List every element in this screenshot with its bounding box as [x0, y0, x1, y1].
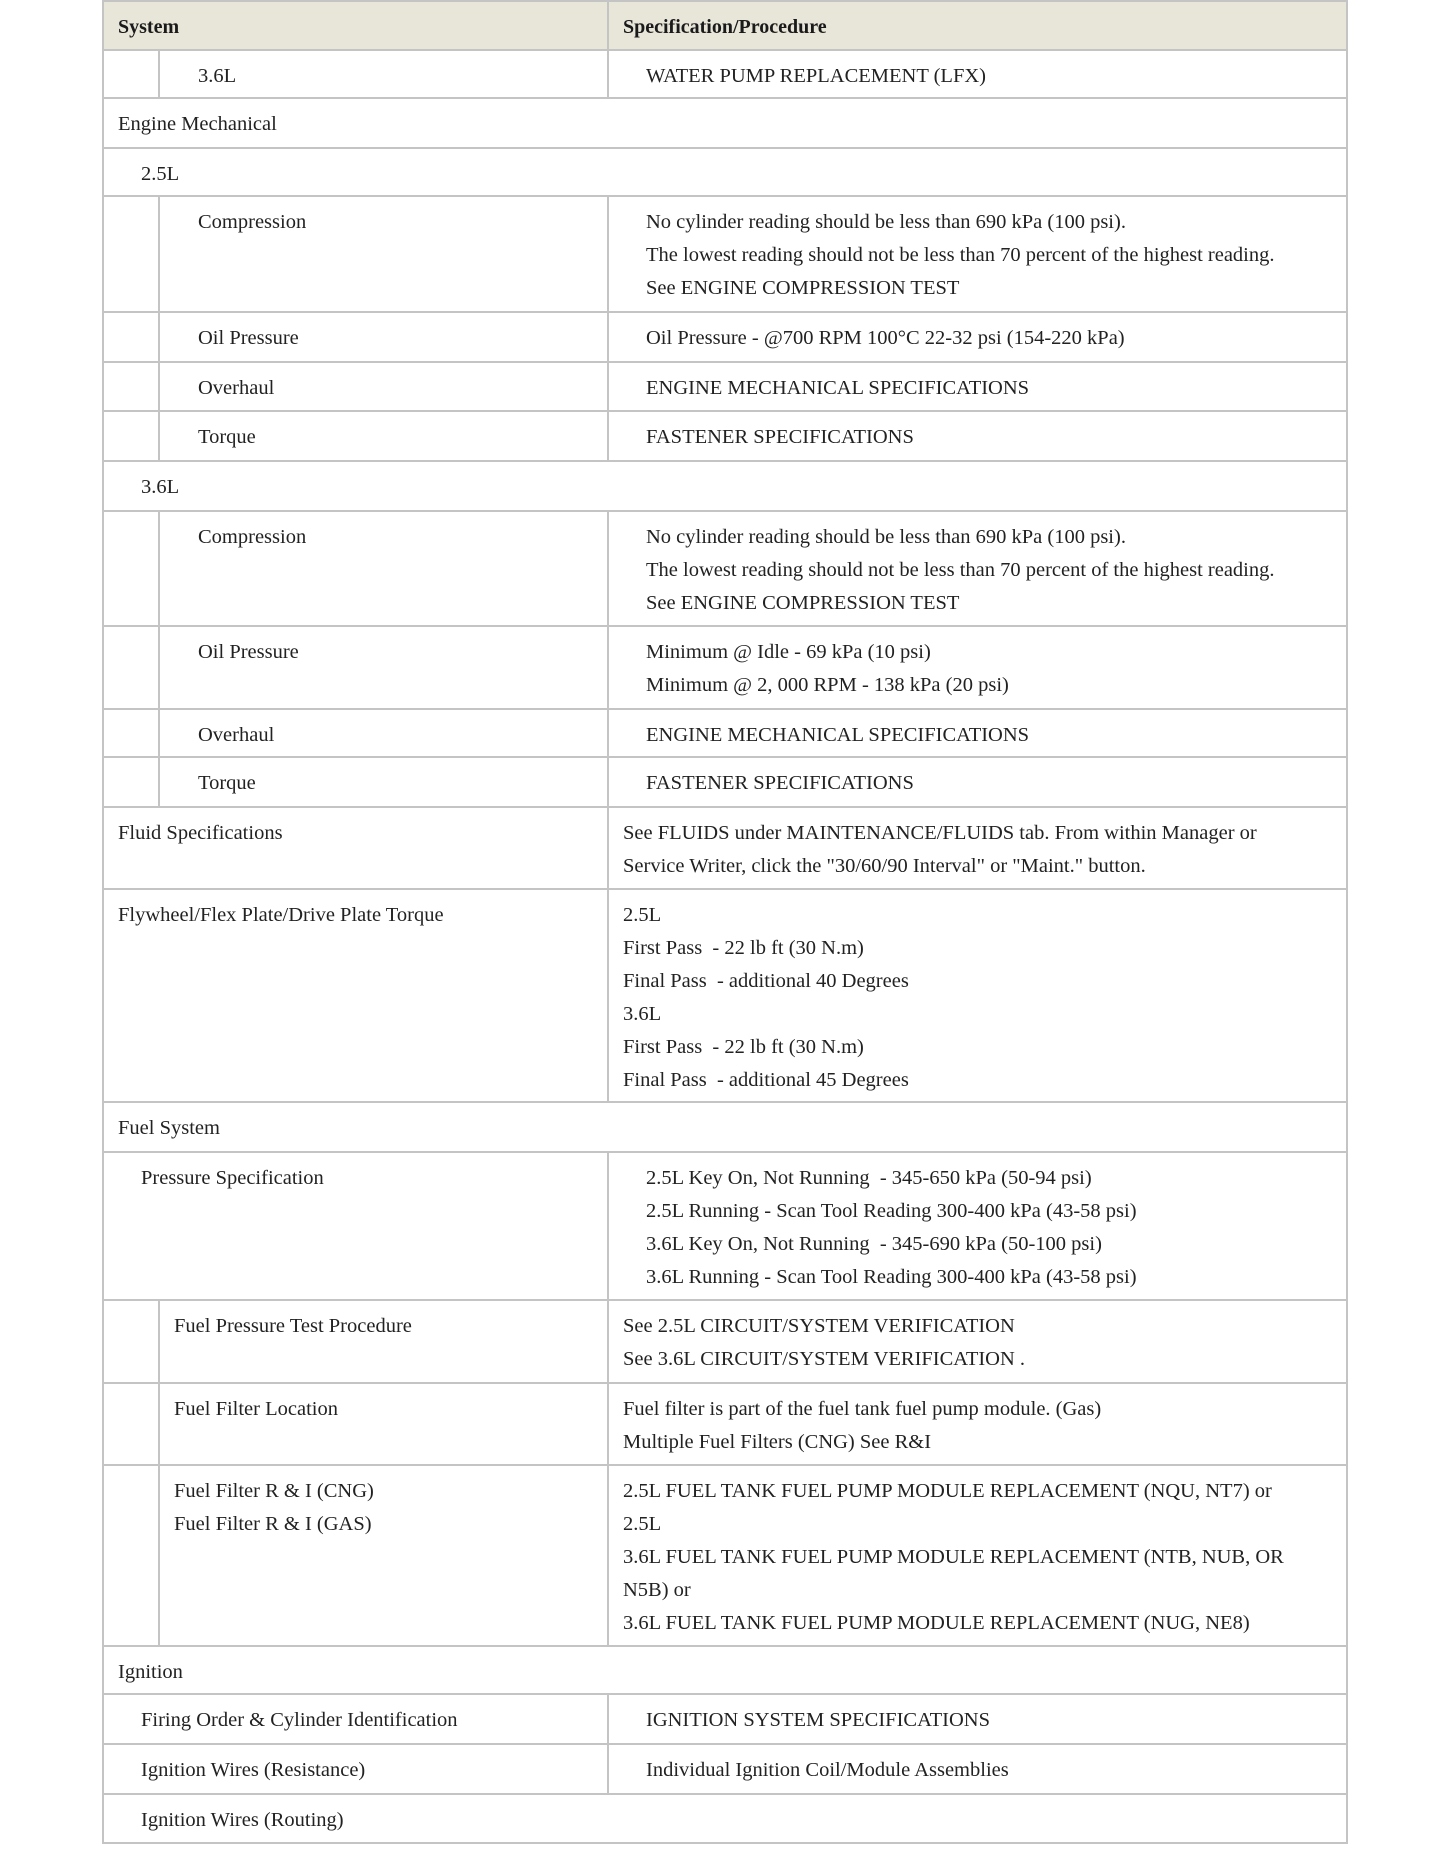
- row-system: Torque: [198, 772, 256, 794]
- row-spec: No cylinder reading should be less than 690 kPa (100 psi). The lowest reading should not be less than 70 percent of the highest reading. See ENGINE COMPRESSION TEST: [646, 526, 1275, 614]
- subsection-3-6l: 3.6L: [141, 476, 180, 498]
- table-row: [102, 1153, 1348, 1301]
- section-fuel-system: Fuel System: [118, 1117, 220, 1139]
- table-row: [102, 51, 1348, 99]
- row-spec: 2.5L Key On, Not Running - 345-650 kPa (50-94 psi) 2.5L Running - Scan Tool Reading 300-400 kPa (43-58 psi) 3.6L Key On, Not Running - 345-690 kPa (50-100 psi) 3.6L Running - Scan Tool Reading 300-400 kPa (43-58 psi): [646, 1167, 1137, 1288]
- row-system: Ignition Wires (Resistance): [141, 1759, 366, 1781]
- row-spec: FASTENER SPECIFICATIONS: [646, 772, 914, 794]
- section-row: [102, 1795, 1348, 1844]
- row-system: Overhaul: [198, 724, 275, 746]
- row-system: Fluid Specifications: [118, 822, 283, 844]
- table-row: [102, 313, 1348, 363]
- spec-table: [102, 0, 1348, 1844]
- table-row: [102, 1745, 1348, 1795]
- row-system: Oil Pressure: [198, 327, 299, 349]
- row-system: 3.6L: [198, 65, 237, 87]
- subsection-2-5l: 2.5L: [141, 163, 180, 185]
- row-system: Fuel Filter Location: [174, 1398, 338, 1420]
- row-spec: Individual Ignition Coil/Module Assemblies: [646, 1759, 1009, 1781]
- section-row: [102, 99, 1348, 149]
- row-system: Ignition Wires (Routing): [141, 1809, 344, 1831]
- table-row: [102, 363, 1348, 412]
- section-engine-mechanical: Engine Mechanical: [118, 113, 277, 135]
- section-row: [102, 1103, 1348, 1153]
- subsection-row: [102, 462, 1348, 512]
- table-row: [102, 197, 1348, 313]
- section-ignition: Ignition: [118, 1661, 183, 1683]
- header-spec: Specification/Procedure: [623, 15, 827, 38]
- row-system: Compression: [198, 526, 307, 548]
- row-system: Pressure Specification: [141, 1167, 324, 1189]
- row-system: Flywheel/Flex Plate/Drive Plate Torque: [118, 904, 444, 926]
- table-header: [102, 0, 1348, 51]
- table-row: [102, 1466, 1348, 1647]
- row-system: Torque: [198, 426, 256, 448]
- table-row: [102, 512, 1348, 627]
- row-system: Firing Order & Cylinder Identification: [141, 1709, 458, 1731]
- table-row: [102, 890, 1348, 1103]
- row-system: Fuel Filter R & I (CNG) Fuel Filter R & I (GAS): [174, 1480, 374, 1535]
- row-spec: ENGINE MECHANICAL SPECIFICATIONS: [646, 377, 1030, 399]
- table-row: [102, 1301, 1348, 1384]
- row-spec: ENGINE MECHANICAL SPECIFICATIONS: [646, 724, 1030, 746]
- row-spec: FASTENER SPECIFICATIONS: [646, 426, 914, 448]
- row-spec: See FLUIDS under MAINTENANCE/FLUIDS tab. From within Manager or Service Writer, click the "30/60/90 Interval" or "Maint." button.: [623, 822, 1257, 877]
- header-system: System: [118, 15, 180, 38]
- row-spec: See 2.5L CIRCUIT/SYSTEM VERIFICATION See 3.6L CIRCUIT/SYSTEM VERIFICATION .: [623, 1315, 1026, 1370]
- table-row: [102, 710, 1348, 758]
- row-system: Oil Pressure: [198, 641, 299, 663]
- row-spec: 2.5L FUEL TANK FUEL PUMP MODULE REPLACEMENT (NQU, NT7) or 2.5L 3.6L FUEL TANK FUEL PUMP MODULE REPLACEMENT (NTB, NUB, OR N5B) or 3.6L FUEL TANK FUEL PUMP MODULE REPLACEMENT (NUG, NE8): [623, 1480, 1284, 1634]
- row-spec: Minimum @ Idle - 69 kPa (10 psi) Minimum @ 2, 000 RPM - 138 kPa (20 psi): [646, 641, 1009, 696]
- table-row: [102, 412, 1348, 462]
- row-system: Compression: [198, 211, 307, 233]
- table-row: [102, 1384, 1348, 1466]
- row-spec: Fuel filter is part of the fuel tank fuel pump module. (Gas) Multiple Fuel Filters (CNG) See R&I: [623, 1398, 1102, 1453]
- table-row: [102, 627, 1348, 710]
- row-system: Fuel Pressure Test Procedure: [174, 1315, 412, 1337]
- row-spec: 2.5L First Pass - 22 lb ft (30 N.m) Final Pass - additional 40 Degrees 3.6L First Pass - 22 lb ft (30 N.m) Final Pass - additional 45 Degrees: [623, 904, 909, 1091]
- table-row: [102, 758, 1348, 808]
- row-spec: WATER PUMP REPLACEMENT (LFX): [646, 65, 986, 87]
- row-spec: No cylinder reading should be less than 690 kPa (100 psi). The lowest reading should not be less than 70 percent of the highest reading. See ENGINE COMPRESSION TEST: [646, 211, 1275, 299]
- subsection-row: [102, 149, 1348, 197]
- table-row: [102, 1695, 1348, 1745]
- table-row: [102, 808, 1348, 890]
- row-spec: Oil Pressure - @700 RPM 100°C 22-32 psi (154-220 kPa): [646, 327, 1125, 349]
- row-system: Overhaul: [198, 377, 275, 399]
- section-row: [102, 1647, 1348, 1695]
- row-spec: IGNITION SYSTEM SPECIFICATIONS: [646, 1709, 990, 1731]
